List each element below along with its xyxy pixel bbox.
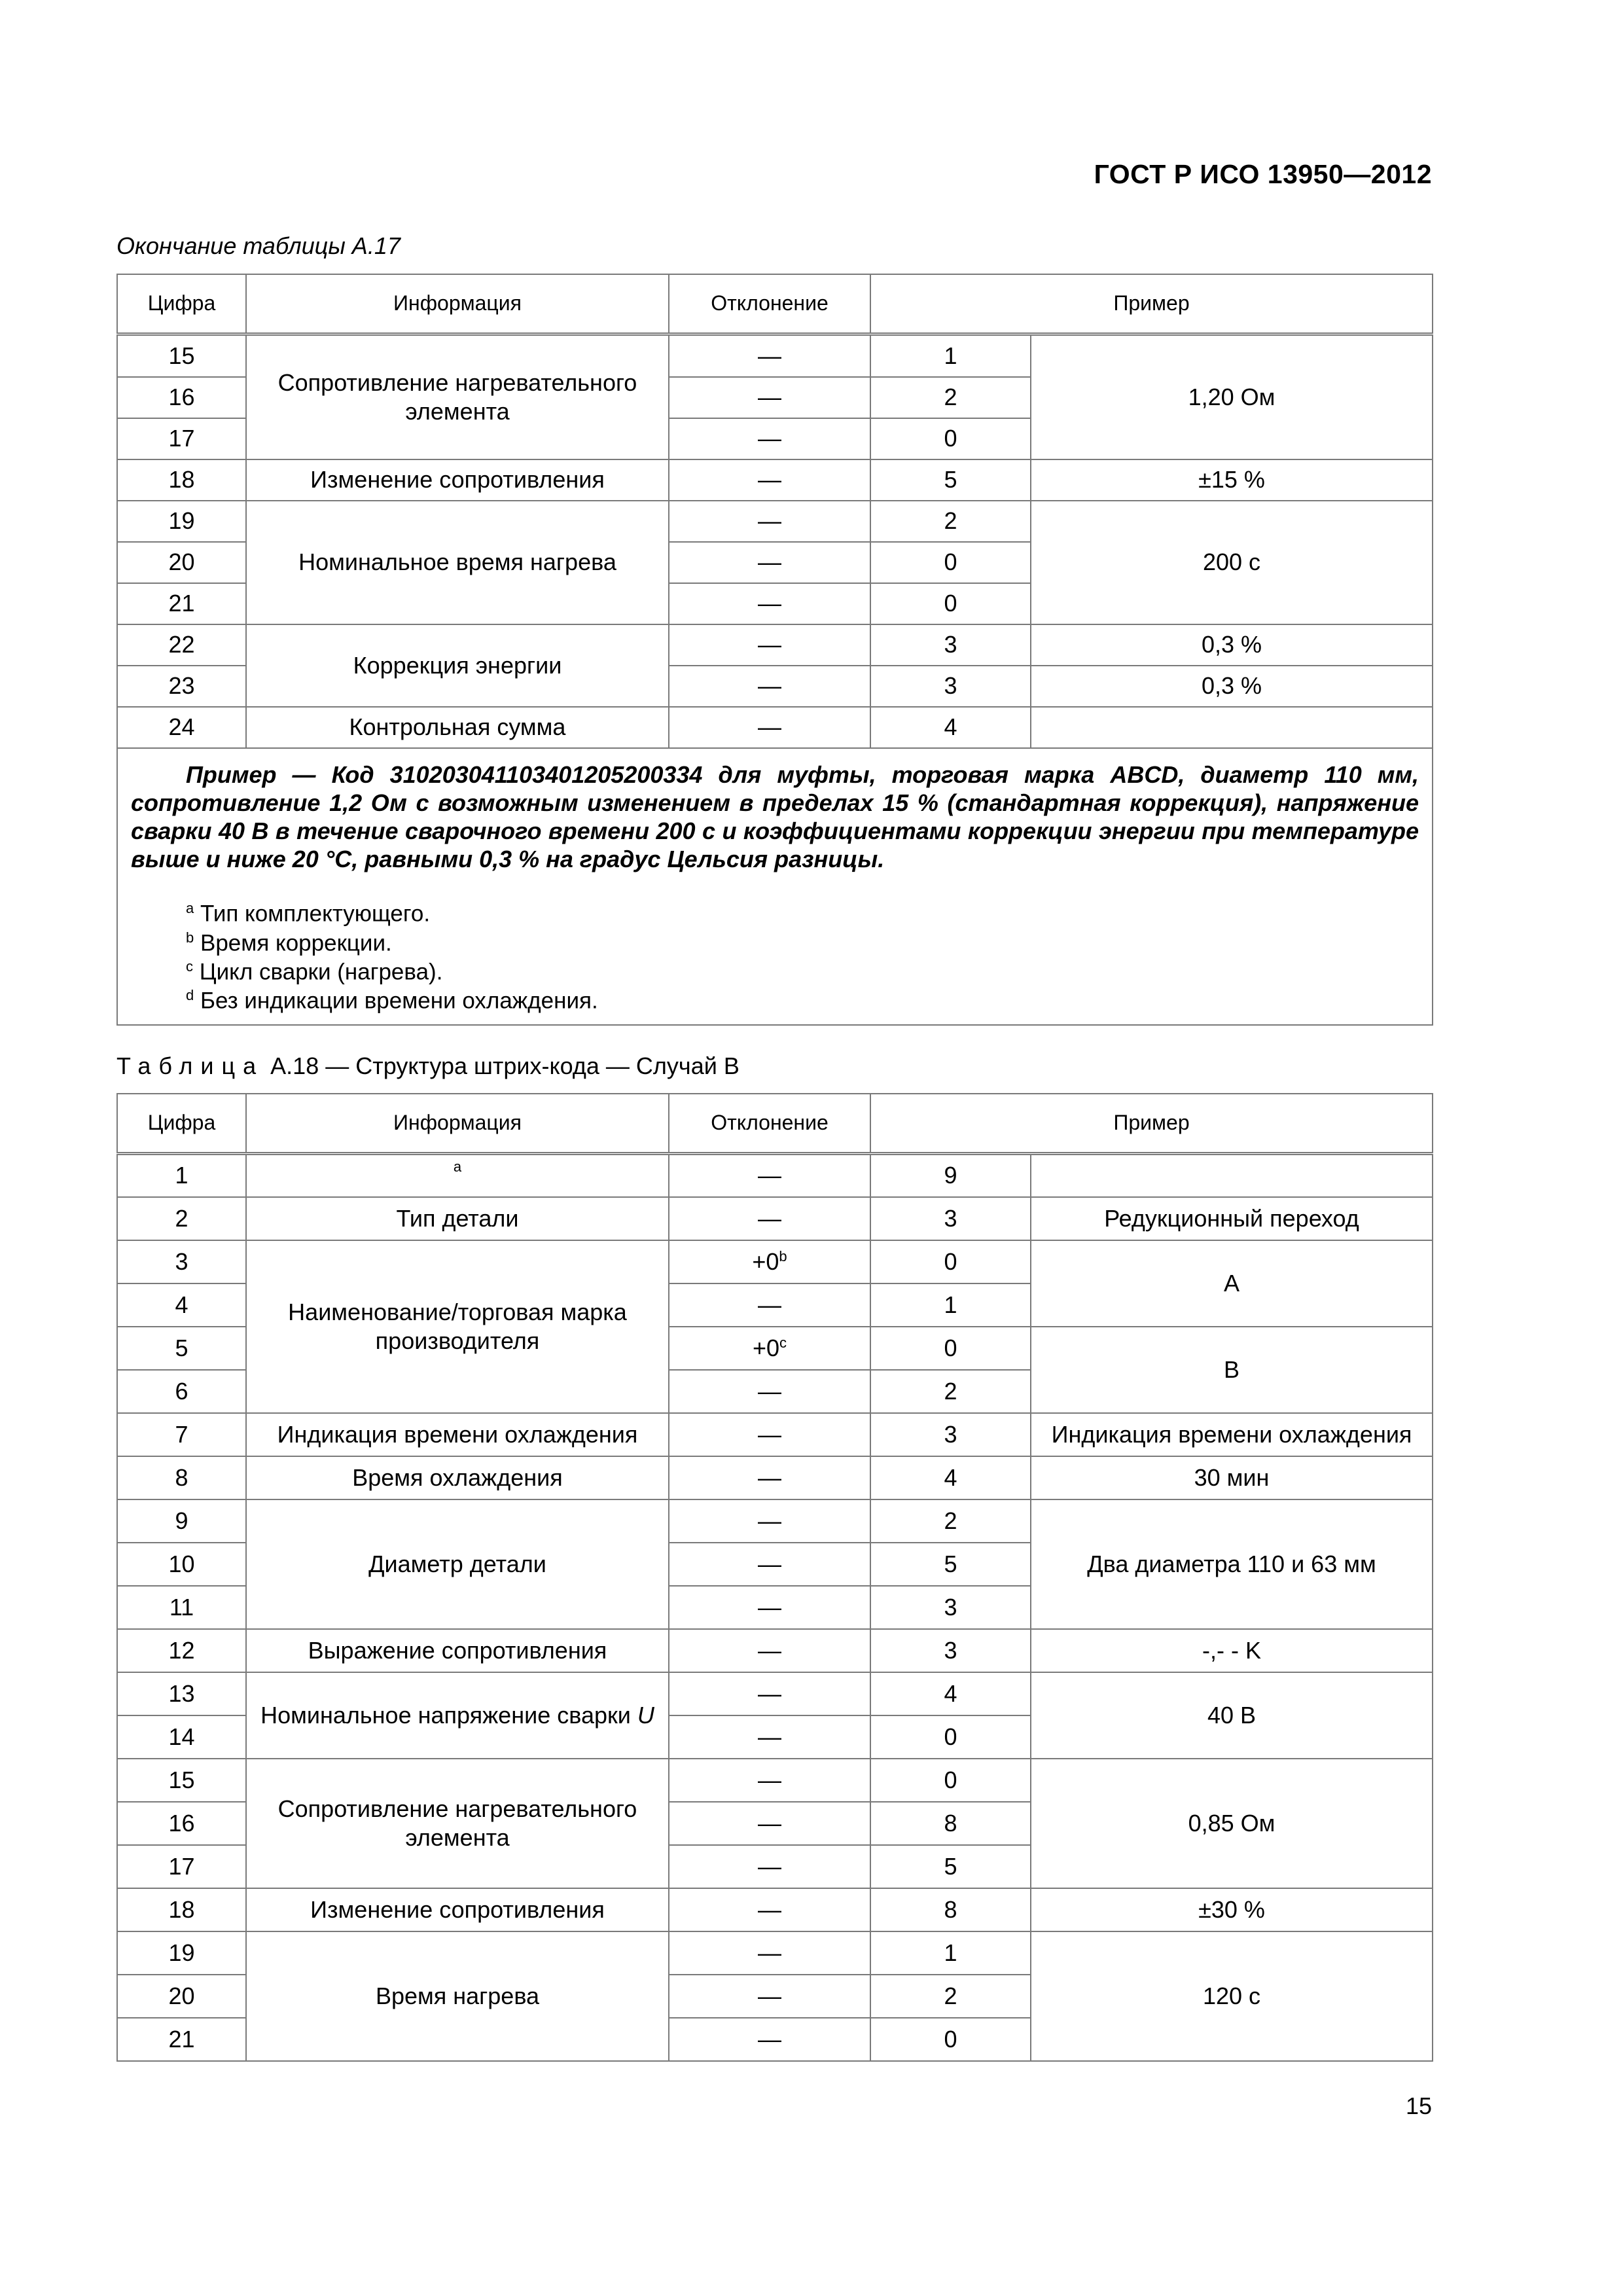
col-header-deviation: Отклонение <box>669 274 870 334</box>
footnote-a <box>186 899 1419 928</box>
code-cell: 0 <box>870 583 1031 624</box>
digit-cell: 20 <box>117 1975 246 2018</box>
digit-cell: 1 <box>117 1154 246 1197</box>
col-header-info: Информация <box>246 1094 669 1154</box>
deviation-cell <box>669 1240 870 1283</box>
code-cell: 5 <box>870 459 1031 501</box>
table-row <box>117 1759 1433 1802</box>
deviation-cell: — <box>669 1759 870 1802</box>
deviation-cell: — <box>669 1802 870 1845</box>
deviation-cell: — <box>669 1370 870 1413</box>
deviation-cell: — <box>669 1975 870 2018</box>
deviation-cell: — <box>669 1154 870 1197</box>
deviation-cell: — <box>669 377 870 418</box>
code-cell: 1 <box>870 1931 1031 1975</box>
deviation-cell: — <box>669 2018 870 2061</box>
digit-cell: 16 <box>117 1802 246 1845</box>
digit-cell: 15 <box>117 1759 246 1802</box>
deviation-cell: — <box>669 624 870 666</box>
digit-cell: 17 <box>117 1845 246 1888</box>
info-cell: Контрольная сумма <box>246 707 669 748</box>
deviation-value: +0 <box>752 1334 780 1361</box>
example-cell <box>1031 1154 1433 1197</box>
digit-cell: 5 <box>117 1327 246 1370</box>
code-cell: 2 <box>870 377 1031 418</box>
example-note: Пример — Код 310203041103401205200334 для муфты, торговая марка ABCD, диаметр 110 мм, сопротивление 1,2 Ом с возможным изменением в пределах 15 % (стандартная коррекция), напряжение сварки 40 В в течение сварочного времени 200 с и коэффициентами коррекции энергии при температуре выше и ниже 20 °С, равными 0,3 % на градус Цельсия разницы. <box>131 761 1419 873</box>
table2-caption-prefix: Таблица <box>116 1052 264 1079</box>
table-row <box>117 1197 1433 1240</box>
code-cell: 0 <box>870 418 1031 459</box>
info-cell <box>246 1154 669 1197</box>
code-cell: 1 <box>870 334 1031 377</box>
footnote-mark: b <box>186 929 194 946</box>
code-cell: 0 <box>870 1240 1031 1283</box>
info-cell: Изменение сопротивления <box>246 1888 669 1931</box>
info-cell: Сопротивление нагревательного элемента <box>246 334 669 459</box>
digit-cell: 17 <box>117 418 246 459</box>
digit-cell: 3 <box>117 1240 246 1283</box>
digit-cell: 9 <box>117 1499 246 1543</box>
footnote-mark: c <box>779 1334 787 1351</box>
code-cell: 8 <box>870 1888 1031 1931</box>
table-row <box>117 1413 1433 1456</box>
table1-header-row <box>117 274 1433 334</box>
deviation-cell: — <box>669 1499 870 1543</box>
example-cell: ±15 % <box>1031 459 1433 501</box>
digit-cell: 24 <box>117 707 246 748</box>
footnote-text: Без индикации времени охлаждения. <box>200 988 598 1014</box>
info-cell: Сопротивление нагревательного элемента <box>246 1759 669 1888</box>
table-row <box>117 459 1433 501</box>
table-row <box>117 1456 1433 1499</box>
example-cell: 120 с <box>1031 1931 1433 2061</box>
code-cell: 2 <box>870 501 1031 542</box>
deviation-cell: — <box>669 1413 870 1456</box>
digit-cell: 6 <box>117 1370 246 1413</box>
deviation-cell: — <box>669 1715 870 1759</box>
table-row <box>117 334 1433 377</box>
info-cell: Изменение сопротивления <box>246 459 669 501</box>
col-header-deviation: Отклонение <box>669 1094 870 1154</box>
deviation-cell: — <box>669 334 870 377</box>
table-row <box>117 1499 1433 1543</box>
example-cell: Индикация времени охлаждения <box>1031 1413 1433 1456</box>
deviation-cell: — <box>669 1629 870 1672</box>
example-cell: 0,3 % <box>1031 666 1433 707</box>
table-a17-end <box>116 274 1433 1026</box>
example-cell: B <box>1031 1327 1433 1413</box>
info-cell: Время нагрева <box>246 1931 669 2061</box>
deviation-cell: — <box>669 1672 870 1715</box>
notes-row <box>117 748 1433 1025</box>
code-cell: 4 <box>870 1456 1031 1499</box>
deviation-cell: — <box>669 707 870 748</box>
col-header-digit: Цифра <box>117 274 246 334</box>
digit-cell: 18 <box>117 1888 246 1931</box>
digit-cell: 18 <box>117 459 246 501</box>
digit-cell: 8 <box>117 1456 246 1499</box>
table-row <box>117 1672 1433 1715</box>
info-cell: Коррекция энергии <box>246 624 669 707</box>
code-cell: 1 <box>870 1283 1031 1327</box>
info-symbol: U <box>637 1701 654 1729</box>
digit-cell: 21 <box>117 583 246 624</box>
code-cell: 0 <box>870 1759 1031 1802</box>
table1-caption: Окончание таблицы А.17 <box>116 232 401 259</box>
deviation-cell: — <box>669 1888 870 1931</box>
digit-cell: 16 <box>117 377 246 418</box>
info-cell: Тип детали <box>246 1197 669 1240</box>
example-cell: 0,85 Ом <box>1031 1759 1433 1888</box>
footnote-mark: b <box>779 1247 787 1265</box>
deviation-cell: — <box>669 583 870 624</box>
footnote-mark: d <box>186 987 194 1004</box>
digit-cell: 13 <box>117 1672 246 1715</box>
table2-caption <box>116 1052 740 1080</box>
code-cell: 5 <box>870 1543 1031 1586</box>
col-header-example: Пример <box>870 274 1433 334</box>
col-header-info: Информация <box>246 274 669 334</box>
info-text: Номинальное напряжение сварки <box>260 1701 631 1729</box>
info-cell: Время охлаждения <box>246 1456 669 1499</box>
code-cell: 4 <box>870 1672 1031 1715</box>
col-header-example: Пример <box>870 1094 1433 1154</box>
digit-cell: 15 <box>117 334 246 377</box>
code-cell: 0 <box>870 2018 1031 2061</box>
table-row <box>117 501 1433 542</box>
code-cell: 3 <box>870 1413 1031 1456</box>
footnote-mark: a <box>186 900 194 917</box>
code-cell: 3 <box>870 1197 1031 1240</box>
deviation-cell: — <box>669 1197 870 1240</box>
digit-cell: 2 <box>117 1197 246 1240</box>
code-cell: 2 <box>870 1370 1031 1413</box>
digit-cell: 7 <box>117 1413 246 1456</box>
example-cell: 200 с <box>1031 501 1433 624</box>
digit-cell: 22 <box>117 624 246 666</box>
deviation-cell: — <box>669 542 870 583</box>
info-cell: Наименование/торговая марка производителя <box>246 1240 669 1413</box>
table-row <box>117 1888 1433 1931</box>
digit-cell: 20 <box>117 542 246 583</box>
deviation-value: +0 <box>752 1247 779 1275</box>
deviation-cell: — <box>669 1931 870 1975</box>
code-cell: 2 <box>870 1975 1031 2018</box>
code-cell: 2 <box>870 1499 1031 1543</box>
example-cell: 30 мин <box>1031 1456 1433 1499</box>
example-cell: -,- - K <box>1031 1629 1433 1672</box>
footnote-text: Тип комплектующего. <box>200 901 431 927</box>
deviation-cell: — <box>669 418 870 459</box>
footnote-c <box>186 958 1419 986</box>
info-cell: Диаметр детали <box>246 1499 669 1629</box>
example-cell: 0,3 % <box>1031 624 1433 666</box>
code-cell: 3 <box>870 1586 1031 1629</box>
col-header-digit: Цифра <box>117 1094 246 1154</box>
footnote-text: Время коррекции. <box>200 930 392 956</box>
info-cell: Номинальное время нагрева <box>246 501 669 624</box>
example-cell: A <box>1031 1240 1433 1327</box>
code-cell: 4 <box>870 707 1031 748</box>
footnote-d <box>186 986 1419 1015</box>
deviation-cell: — <box>669 666 870 707</box>
digit-cell: 21 <box>117 2018 246 2061</box>
digit-cell: 23 <box>117 666 246 707</box>
code-cell: 0 <box>870 1327 1031 1370</box>
table-row <box>117 1931 1433 1975</box>
digit-cell: 10 <box>117 1543 246 1586</box>
info-cell: Выражение сопротивления <box>246 1629 669 1672</box>
footnote-mark: a <box>453 1158 462 1175</box>
table2-header-row <box>117 1094 1433 1154</box>
example-cell <box>1031 707 1433 748</box>
deviation-cell: — <box>669 501 870 542</box>
notes-cell <box>117 748 1433 1025</box>
table-row <box>117 707 1433 748</box>
table-row <box>117 1240 1433 1283</box>
digit-cell: 4 <box>117 1283 246 1327</box>
deviation-cell: — <box>669 1586 870 1629</box>
info-cell: Индикация времени охлаждения <box>246 1413 669 1456</box>
digit-cell: 19 <box>117 501 246 542</box>
digit-cell: 11 <box>117 1586 246 1629</box>
info-cell <box>246 1672 669 1759</box>
code-cell: 0 <box>870 542 1031 583</box>
deviation-cell: — <box>669 1543 870 1586</box>
example-cell: 40 В <box>1031 1672 1433 1759</box>
code-cell: 5 <box>870 1845 1031 1888</box>
footnote-mark: c <box>186 958 193 975</box>
table-row <box>117 624 1433 666</box>
example-cell: Два диаметра 110 и 63 мм <box>1031 1499 1433 1629</box>
footnote-text: Цикл сварки (нагрева). <box>199 959 443 985</box>
digit-cell: 12 <box>117 1629 246 1672</box>
table-row <box>117 1154 1433 1197</box>
footnote-b <box>186 929 1419 958</box>
table-row <box>117 1629 1433 1672</box>
digit-cell: 14 <box>117 1715 246 1759</box>
table-a18 <box>116 1093 1433 2062</box>
deviation-cell: — <box>669 1456 870 1499</box>
deviation-cell: — <box>669 1845 870 1888</box>
code-cell: 0 <box>870 1715 1031 1759</box>
table2-caption-title: А.18 — Структура штрих-кода — Случай В <box>270 1052 740 1079</box>
code-cell: 3 <box>870 1629 1031 1672</box>
digit-cell: 19 <box>117 1931 246 1975</box>
example-cell: Редукционный переход <box>1031 1197 1433 1240</box>
document-code: ГОСТ Р ИСО 13950—2012 <box>1094 159 1432 189</box>
code-cell: 9 <box>870 1154 1031 1197</box>
code-cell: 8 <box>870 1802 1031 1845</box>
page-number: 15 <box>1405 2092 1432 2119</box>
example-cell: 1,20 Ом <box>1031 334 1433 459</box>
example-cell: ±30 % <box>1031 1888 1433 1931</box>
deviation-cell: — <box>669 459 870 501</box>
code-cell: 3 <box>870 624 1031 666</box>
deviation-cell: — <box>669 1283 870 1327</box>
deviation-cell <box>669 1327 870 1370</box>
code-cell: 3 <box>870 666 1031 707</box>
